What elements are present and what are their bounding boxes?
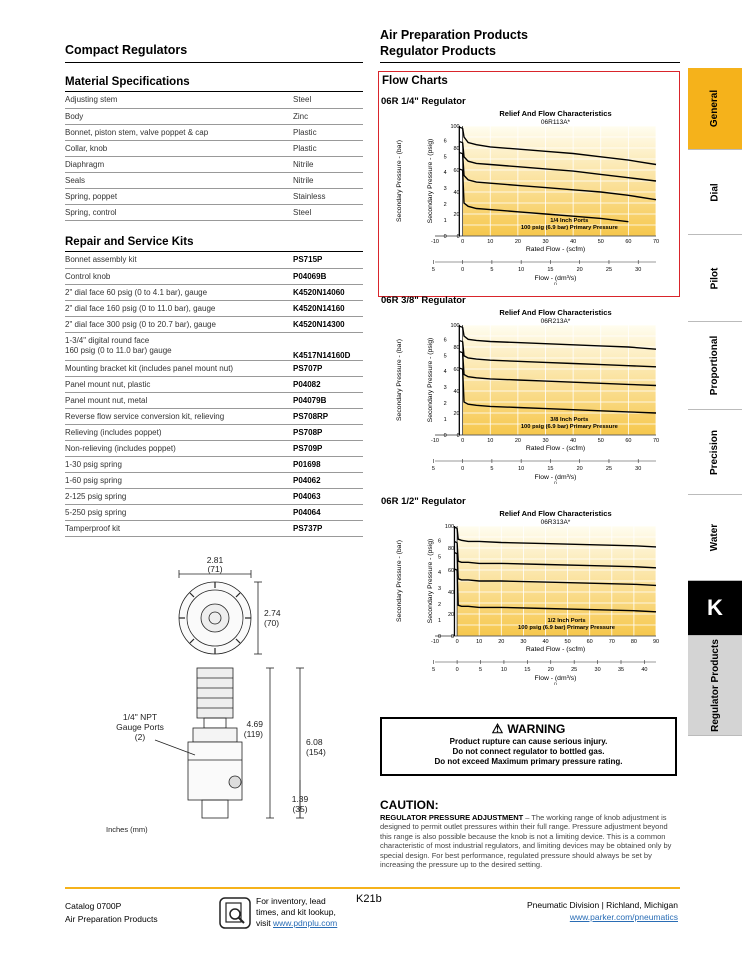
y-tick-label: 80: [453, 345, 460, 351]
x2-tick-label: 20: [576, 466, 583, 472]
table-row: [65, 456, 363, 472]
chart-note: 1/4 Inch Ports: [550, 218, 589, 224]
x2-tick-label: 40: [641, 667, 648, 673]
row-item: Spring, poppet: [65, 188, 293, 204]
chart-heading: 06R 1/2" Regulator: [381, 496, 466, 507]
row-value: Zinc: [293, 108, 363, 124]
dim-total-mm: (154): [306, 747, 326, 757]
table-row: [65, 424, 363, 440]
y-tick-label: 20: [453, 411, 460, 417]
page-header: [380, 27, 528, 59]
y2-tick-label: 5: [443, 154, 447, 161]
footer-catalog: [65, 900, 158, 926]
row-item: Control knob: [65, 268, 293, 284]
x-tick-label: 20: [514, 239, 521, 245]
row-item: Tamperproof kit: [65, 520, 293, 536]
y-tick-label: 40: [453, 389, 460, 395]
chart-subtitle: 06R313A*: [540, 519, 571, 526]
row-item: 2" dial face 300 psig (0 to 20.7 bar), gauge: [65, 316, 293, 332]
x2-tick-label: 30: [594, 667, 601, 673]
caution-title: CAUTION:: [380, 798, 439, 812]
tab-k[interactable]: [688, 581, 742, 636]
y-tick-label: 20: [453, 212, 460, 218]
catalog-sub: Air Preparation Products: [65, 914, 158, 924]
table-row: [65, 108, 363, 124]
y-tick-label: 100: [450, 323, 460, 329]
chart-subtitle: 06R113A*: [540, 119, 571, 126]
row-item: 2" dial face 60 psig (0 to 4.1 bar), gauge: [65, 284, 293, 300]
row-item: Seals: [65, 172, 293, 188]
warning-line: Product rupture can cause serious injury.: [449, 737, 608, 746]
row-item: Body: [65, 108, 293, 124]
gauge-label: (2): [134, 732, 146, 742]
x2-axis-label: Flow - (dm³/s): [534, 675, 577, 682]
table-row: [65, 376, 363, 392]
table-row: [65, 316, 363, 332]
row-item: Diaphragm: [65, 156, 293, 172]
tab-precision[interactable]: [688, 410, 742, 495]
row-value: K4520N14300: [293, 316, 363, 332]
table-row: [65, 504, 363, 520]
catalog-number: Catalog 0700P: [65, 901, 122, 911]
divider: [380, 62, 680, 63]
row-item: Relieving (includes poppet): [65, 424, 293, 440]
table-row: [65, 488, 363, 504]
y2-tick-label: 4: [438, 570, 442, 577]
row-value: PS707P: [293, 360, 363, 376]
x-tick-label: 40: [570, 438, 577, 444]
row-value: K4520N14160: [293, 300, 363, 316]
row-item: Panel mount nut, metal: [65, 392, 293, 408]
y-tick-label: 20: [447, 612, 455, 618]
x2-tick-label: 25: [571, 667, 578, 673]
warning-line: Do not connect regulator to bottled gas.: [452, 747, 605, 756]
dim-total: 6.08: [306, 737, 323, 747]
y-tick-label: 40: [453, 190, 460, 196]
dim-bottom-mm: (35): [292, 804, 308, 814]
chart-note: 3/8 Inch Ports: [550, 417, 589, 423]
y2-tick-label: 1: [438, 618, 442, 625]
y2-tick-label: 2: [443, 401, 447, 408]
row-item: 2" dial face 160 psig (0 to 11.0 bar), gauge: [65, 300, 293, 316]
x-tick-label: 60: [625, 438, 632, 444]
x-tick-label: 0: [461, 239, 465, 245]
inventory-line: visit: [256, 918, 271, 928]
warning-heading: [382, 721, 675, 737]
gauge-label: Gauge Ports: [116, 722, 164, 732]
row-value: Steel: [293, 92, 363, 108]
x2-tick-label: 10: [500, 667, 507, 673]
tab-label: Water: [709, 523, 721, 552]
chart-note: 100 psig (6.9 bar) Primary Pressure: [520, 225, 618, 231]
x-tick-label: 10: [476, 639, 483, 645]
table-row: [65, 188, 363, 204]
x-tick-label: 40: [542, 639, 549, 645]
warning-box: [380, 717, 677, 776]
x2-tick-label: 25: [605, 466, 613, 472]
y-tick-label: 0: [456, 234, 460, 240]
x-tick-label: 90: [652, 639, 660, 645]
row-value: PS737P: [293, 520, 363, 536]
row-value: Nitrile: [293, 156, 363, 172]
dim-bottom: 1.39: [291, 794, 309, 804]
x-tick-label: 10: [487, 239, 494, 245]
y2-axis-label: Secondary Pressure - (bar): [396, 540, 403, 622]
y-axis-label: Secondary Pressure - (psig): [427, 337, 434, 423]
x2-tick-label: 5: [490, 267, 494, 273]
inventory-link[interactable]: www.pdnplu.com: [273, 918, 338, 928]
inventory-line: For inventory, lead: [256, 896, 326, 906]
x-tick-label: 30: [542, 239, 549, 245]
y2-tick-label: 0: [443, 433, 447, 439]
tab-label: Pilot: [709, 267, 721, 289]
flow-chart-06r-3-8: [380, 305, 676, 495]
row-value: P04069B: [293, 268, 363, 284]
side-tabs: [688, 68, 742, 828]
flow-chart-06r-1-4: [380, 106, 676, 296]
table-row: [65, 92, 363, 108]
x2-axis-label: Flow - (dm³/s): [534, 275, 577, 282]
row-item: 5-250 psig spring: [65, 504, 293, 520]
tab-regulator-products[interactable]: [688, 636, 742, 736]
x-tick-label: 10: [487, 438, 494, 444]
row-item: Bonnet, piston stem, valve poppet & cap: [65, 124, 293, 140]
y-tick-label: 40: [447, 590, 455, 596]
row-value: P04063: [293, 488, 363, 504]
inventory-note: [256, 896, 337, 929]
header-line-1: Air Preparation Products: [380, 28, 528, 42]
x-tick-label: 50: [597, 239, 604, 245]
x2-tick-label: 5: [478, 667, 483, 673]
chart-title: Relief And Flow Characteristics: [499, 308, 612, 317]
tab-label: Precision: [709, 429, 721, 475]
x-axis-label: Rated Flow - (scfm): [525, 646, 586, 653]
header-line-2: Regulator Products: [380, 44, 496, 58]
table-row: [65, 124, 363, 140]
footer-rule: [65, 887, 680, 889]
table-row: [65, 252, 363, 268]
row-item: [65, 332, 293, 360]
table-row: [65, 520, 363, 536]
x-tick-label: 70: [608, 639, 615, 645]
caution-lead: REGULATOR PRESSURE ADJUSTMENT: [380, 813, 524, 822]
tab-label: K: [707, 595, 723, 620]
y-tick-label: 0: [451, 634, 455, 640]
row-value: Plastic: [293, 140, 363, 156]
table-row: [65, 408, 363, 424]
y2-tick-label: 3: [443, 186, 447, 193]
y2-tick-label: 6: [443, 337, 447, 344]
x-tick-label: 30: [542, 438, 549, 444]
row-item: Non-relieving (includes poppet): [65, 440, 293, 456]
row-item: 1-30 psig spring: [65, 456, 293, 472]
x2-axis-sub: n: [554, 681, 557, 686]
table-row: [65, 172, 363, 188]
chart-title: Relief And Flow Characteristics: [499, 109, 612, 118]
row-item: 2-125 psig spring: [65, 488, 293, 504]
row-value: Nitrile: [293, 172, 363, 188]
table-row: [65, 268, 363, 284]
x-tick-label: 40: [570, 239, 577, 245]
x2-tick-label: 30: [635, 466, 642, 472]
tab-label: Regulator Products: [709, 639, 721, 732]
parker-link[interactable]: www.parker.com/pneumatics: [569, 912, 678, 922]
chart-subtitle: 06R213A*: [540, 318, 571, 325]
units-label: Inches (mm): [106, 825, 148, 834]
y2-tick-label: 6: [438, 538, 442, 545]
table-row: [65, 332, 363, 360]
flow-chart-06r-1-2: [380, 506, 676, 696]
x-tick-label: 50: [564, 639, 571, 645]
y2-tick-label: 0: [438, 634, 442, 640]
inventory-line: times, and kit lookup,: [256, 907, 336, 917]
x-tick-label: 80: [630, 639, 637, 645]
y2-tick-label: 4: [443, 369, 447, 376]
tab-proportional[interactable]: [688, 322, 742, 410]
y2-tick-label: 4: [443, 170, 447, 177]
section-title: Compact Regulators: [65, 43, 188, 57]
table-row: [65, 300, 363, 316]
table-row: [65, 204, 363, 220]
y2-tick-label: 3: [438, 586, 442, 593]
y-tick-label: 80: [453, 146, 460, 152]
y-axis-label: Secondary Pressure - (psig): [427, 138, 434, 224]
x-tick-label: -10: [431, 438, 439, 444]
x-tick-label: 60: [586, 639, 593, 645]
row-item: Reverse flow service conversion kit, relieving: [65, 408, 293, 424]
y-tick-label: 60: [453, 367, 460, 373]
tab-water[interactable]: [688, 495, 742, 581]
tab-pilot[interactable]: [688, 235, 742, 322]
y-tick-label: 60: [447, 568, 455, 574]
caution-text: [380, 813, 680, 869]
y2-tick-label: 3: [443, 385, 447, 392]
chart-note: 100 psig (6.9 bar) Primary Pressure: [518, 625, 616, 631]
x-tick-label: 50: [597, 438, 604, 444]
x2-tick-label: 15: [547, 267, 554, 273]
row-value: PS709P: [293, 440, 363, 456]
y2-tick-label: 6: [443, 138, 447, 145]
x2-axis-sub: n: [554, 281, 557, 286]
y-tick-label: 80: [447, 546, 455, 552]
y2-tick-label: 1: [443, 417, 447, 424]
footer-division: [527, 899, 678, 923]
row-value: P01698: [293, 456, 363, 472]
x2-tick-label: 0: [461, 267, 465, 273]
chart-note: 1/2 Inch Ports: [547, 618, 586, 624]
y2-tick-label: 0: [443, 234, 447, 240]
divider: [65, 62, 363, 63]
x2-tick-label: 0: [461, 466, 465, 472]
table-row: [65, 392, 363, 408]
x2-tick-label: 5: [431, 267, 435, 273]
warning-line: Do not exceed Maximum primary pressure rating.: [434, 757, 623, 766]
x2-axis-sub: n: [554, 480, 557, 485]
y-tick-label: 100: [450, 124, 460, 130]
x2-tick-label: 20: [547, 667, 554, 673]
row-value: P04062: [293, 472, 363, 488]
dim-right-mm: (70): [264, 618, 280, 628]
row-item-line: 1-3/4" digital round face: [65, 336, 150, 345]
x-axis-label: Rated Flow - (scfm): [525, 445, 586, 452]
x2-axis-label: Flow - (dm³/s): [534, 474, 577, 481]
row-value: P04064: [293, 504, 363, 520]
x-tick-label: 0: [455, 639, 459, 645]
row-item: Collar, knob: [65, 140, 293, 156]
dim-mid-mm: (119): [243, 729, 263, 739]
x-tick-label: 20: [514, 438, 521, 444]
tab-label: General: [709, 89, 721, 128]
x2-tick-label: 15: [547, 466, 554, 472]
dim-top: 2.81: [206, 555, 224, 565]
x-tick-label: 0: [461, 438, 465, 444]
row-value: K4517N14160D: [293, 332, 363, 360]
y-tick-label: 60: [453, 168, 460, 174]
regulator-dimension-drawing: [100, 550, 350, 840]
tab-general[interactable]: [688, 68, 742, 150]
table-row: [65, 140, 363, 156]
row-value: Stainless: [293, 188, 363, 204]
warning-icon: ⚠: [491, 721, 504, 736]
flow-charts-title: Flow Charts: [382, 75, 448, 87]
y2-axis-label: Secondary Pressure - (bar): [396, 140, 403, 222]
x-tick-label: 20: [498, 639, 505, 645]
chart-heading: 06R 3/8" Regulator: [381, 295, 466, 306]
materials-table: [65, 92, 363, 221]
x-tick-label: 70: [652, 239, 660, 245]
kits-table: [65, 252, 363, 537]
table-row: [65, 284, 363, 300]
chart-heading: 06R 1/4" Regulator: [381, 96, 466, 107]
materials-title: Material Specifications: [65, 76, 190, 88]
row-value: PS708RP: [293, 408, 363, 424]
x2-tick-label: 15: [524, 667, 531, 673]
row-item: Bonnet assembly kit: [65, 252, 293, 268]
x2-tick-label: 5: [432, 667, 436, 673]
table-row: [65, 156, 363, 172]
row-item-line: 160 psig (0 to 11.0 bar) gauge: [65, 346, 172, 355]
x-tick-label: 70: [652, 438, 660, 444]
tab-label: Proportional: [709, 335, 721, 396]
dim-right: 2.74: [264, 608, 281, 618]
search-catalog-icon: [219, 897, 251, 929]
row-value: Steel: [293, 204, 363, 220]
y2-tick-label: 2: [438, 602, 442, 609]
x2-tick-label: 5: [431, 466, 435, 472]
y2-tick-label: 5: [438, 554, 442, 561]
x2-tick-label: 30: [635, 267, 642, 273]
x2-tick-label: 25: [605, 267, 613, 273]
x2-tick-label: 0: [455, 667, 459, 673]
x2-tick-label: 10: [518, 466, 525, 472]
gauge-label: 1/4" NPT: [122, 712, 158, 722]
row-item: Panel mount nut, plastic: [65, 376, 293, 392]
row-value: PS708P: [293, 424, 363, 440]
y2-axis-label: Secondary Pressure - (bar): [396, 339, 403, 421]
row-value: PS715P: [293, 252, 363, 268]
row-value: P04082: [293, 376, 363, 392]
page-number: K21b: [356, 893, 382, 905]
x-tick-label: 60: [625, 239, 632, 245]
kits-title: Repair and Service Kits: [65, 236, 194, 248]
table-row: [65, 440, 363, 456]
table-row: [65, 472, 363, 488]
row-item: Mounting bracket kit (includes panel mount nut): [65, 360, 293, 376]
y2-tick-label: 1: [443, 218, 447, 225]
tab-dial[interactable]: [688, 150, 742, 235]
chart-title: Relief And Flow Characteristics: [499, 509, 612, 518]
x-tick-label: -10: [431, 639, 439, 645]
caution-body: – The working range of knob adjustment is designed to permit outlet pressures within their full range. Pressure adjustment beyond this range is also possible because the knob is not a limiting device. This is a common characteristic of most industrial regulators, and limiting devices may be obtained only by special design. For best performance, regulated pressure should always be set by increasing the pressure up to the desired setting.: [380, 813, 672, 870]
chart-note: 100 psig (6.9 bar) Primary Pressure: [520, 424, 618, 430]
x-tick-label: -10: [431, 239, 439, 245]
x2-tick-label: 5: [490, 466, 494, 472]
x2-tick-label: 35: [617, 667, 625, 673]
table-row: [65, 360, 363, 376]
tab-label: Dial: [709, 182, 721, 202]
x2-tick-label: 20: [576, 267, 583, 273]
row-value: K4520N14060: [293, 284, 363, 300]
x2-tick-label: 10: [518, 267, 525, 273]
row-item: 1-60 psig spring: [65, 472, 293, 488]
y-axis-label: Secondary Pressure - (psig): [427, 538, 434, 624]
y2-tick-label: 5: [443, 353, 447, 360]
y-tick-label: 100: [444, 524, 455, 530]
dim-top-mm: (71): [207, 564, 223, 574]
y-tick-label: 0: [456, 433, 460, 439]
row-value: P04079B: [293, 392, 363, 408]
division-text: Pneumatic Division | Richland, Michigan: [526, 900, 678, 910]
dim-mid: 4.69: [246, 719, 263, 729]
x-axis-label: Rated Flow - (scfm): [525, 246, 586, 253]
row-value: Plastic: [293, 124, 363, 140]
row-item: Adjusting stem: [65, 92, 293, 108]
warning-title: WARNING: [507, 722, 566, 736]
row-item: Spring, control: [65, 204, 293, 220]
y2-tick-label: 2: [443, 202, 447, 209]
x-tick-label: 30: [520, 639, 527, 645]
